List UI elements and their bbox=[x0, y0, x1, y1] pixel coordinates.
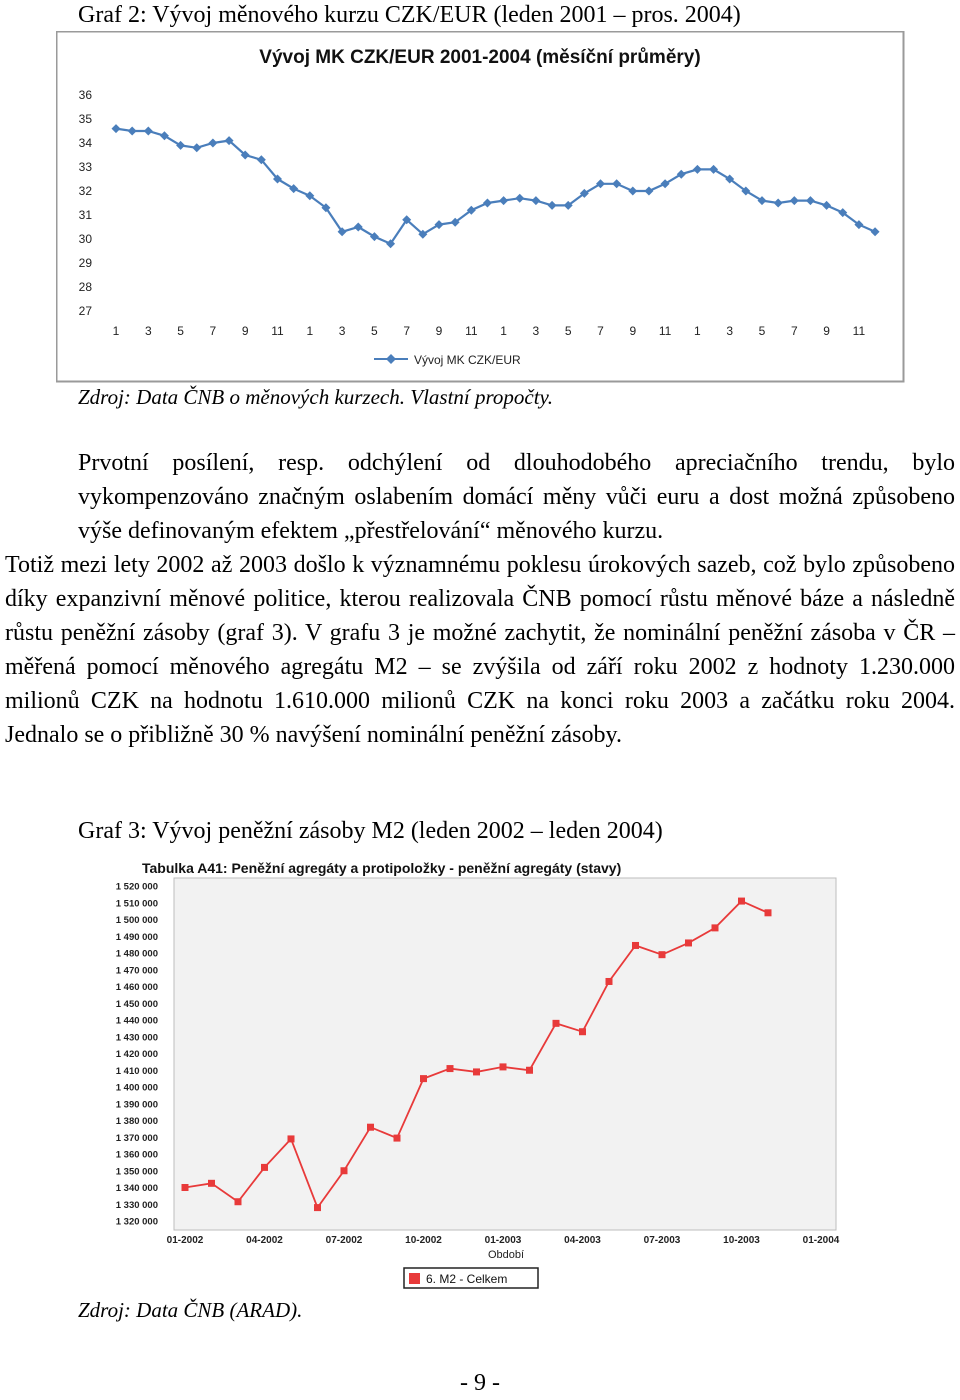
y-tick-label: 1 360 000 bbox=[115, 1149, 158, 1161]
x-tick-label: 7 bbox=[597, 324, 604, 338]
x-tick-label: 3 bbox=[338, 324, 346, 338]
x-tick-label: 04-2002 bbox=[246, 1235, 283, 1246]
x-tick-label: 5 bbox=[177, 324, 184, 338]
chart-title: Tabulka A41: Peněžní agregáty a protipoložky - peněžní agregáty (stavy) bbox=[142, 860, 622, 876]
y-tick-label: 1 500 000 bbox=[115, 915, 158, 926]
data-point bbox=[738, 898, 745, 905]
data-point bbox=[394, 1135, 401, 1142]
data-point bbox=[632, 942, 639, 949]
y-tick-label: 36 bbox=[78, 88, 92, 102]
svg-text:6. M2 - Celkem: 6. M2 - Celkem bbox=[426, 1272, 508, 1286]
page-number: - 9 - bbox=[460, 1370, 500, 1396]
data-point bbox=[526, 1067, 533, 1074]
y-tick-label: 31 bbox=[78, 208, 92, 222]
data-point bbox=[447, 1065, 454, 1072]
x-tick-label: 5 bbox=[564, 324, 572, 338]
y-tick-label: 1 470 000 bbox=[115, 965, 158, 977]
x-tick-label: 1 bbox=[694, 324, 701, 338]
y-tick-label: 27 bbox=[78, 304, 92, 318]
paragraph-1: Prvotní posílení, resp. odchýlení od dlouhodobého apreciačního trendu, bylo vykompenzováno značným oslabením domácí měny vůči euru a dost možná způsobeno výše definovaným efektem „přestřelování“ měnového kurzu. bbox=[78, 450, 955, 544]
y-tick-label: 35 bbox=[78, 112, 92, 126]
y-tick-label: 1 510 000 bbox=[115, 898, 158, 910]
x-tick-label: 9 bbox=[435, 324, 443, 338]
y-tick-label: 29 bbox=[78, 256, 92, 270]
y-tick-label: 1 430 000 bbox=[115, 1032, 158, 1044]
data-point bbox=[473, 1068, 480, 1075]
exchange-rate-chart bbox=[56, 31, 905, 383]
body-text bbox=[5, 446, 955, 752]
x-tick-label: 07-2003 bbox=[643, 1235, 681, 1246]
x-tick-label: 9 bbox=[823, 324, 830, 338]
x-tick-label: 10-2003 bbox=[723, 1235, 760, 1246]
y-tick-label: 30 bbox=[78, 232, 92, 246]
y-tick-label: 1 400 000 bbox=[115, 1082, 158, 1094]
chart-legend bbox=[404, 1268, 538, 1288]
x-tick-label: 1 bbox=[112, 324, 120, 338]
y-tick-label: 1 330 000 bbox=[115, 1199, 158, 1211]
graf3-source: Zdroj: Data ČNB (ARAD). bbox=[78, 1298, 303, 1322]
data-point bbox=[182, 1184, 189, 1191]
y-tick-label: 1 370 000 bbox=[115, 1132, 158, 1144]
x-tick-label: 3 bbox=[726, 324, 734, 338]
y-tick-label: 1 410 000 bbox=[115, 1065, 158, 1077]
y-tick-label: 32 bbox=[78, 184, 92, 198]
data-point bbox=[314, 1204, 321, 1211]
data-point bbox=[579, 1028, 586, 1035]
y-tick-label: 1 420 000 bbox=[115, 1049, 158, 1060]
x-tick-label: 11 bbox=[465, 324, 478, 338]
data-point bbox=[553, 1020, 560, 1027]
x-tick-label: 11 bbox=[271, 324, 284, 338]
money-supply-chart bbox=[90, 856, 860, 1296]
y-tick-label: 1 450 000 bbox=[115, 998, 158, 1010]
x-tick-label: 04-2003 bbox=[564, 1235, 601, 1246]
data-point bbox=[765, 909, 772, 916]
graf3-caption: Graf 3: Vývoj peněžní zásoby M2 (leden 2002 – leden 2004) bbox=[78, 818, 663, 844]
data-point bbox=[367, 1124, 374, 1131]
x-tick-label: 07-2002 bbox=[325, 1235, 363, 1246]
paragraph-2: Totiž mezi lety 2002 až 2003 došlo k významnému poklesu úrokových sazeb, což bylo způsobeno díky expanzivní měnové politice, kterou realizovala ČNB pomocí růstu měnové báze a následně růstu peněžní zásoby (graf 3). V grafu 3 je možné zachytit, že nominální peněžní zásoba v ČR – měřená pomocí měnového agregátu M2 – se zvýšila od září roku 2002 z hodnoty 1.230.000 milionů CZK na hodnotu 1.610.000 milionů CZK na konci roku 2003 a začátku roku 2004. Jednalo se o přibližně 30 % navýšení nominální peněžní zásoby. bbox=[5, 552, 955, 748]
x-tick-label: 01-2002 bbox=[166, 1235, 204, 1246]
x-tick-label: 9 bbox=[629, 324, 637, 338]
y-tick-label: 1 320 000 bbox=[115, 1216, 158, 1228]
x-tick-label: 1 bbox=[306, 324, 314, 338]
data-point bbox=[341, 1167, 348, 1174]
x-tick-label: 7 bbox=[403, 324, 411, 338]
y-tick-label: 1 340 000 bbox=[115, 1183, 158, 1194]
data-point bbox=[420, 1075, 427, 1082]
data-point bbox=[235, 1198, 242, 1205]
x-tick-label: 5 bbox=[758, 324, 766, 338]
y-tick-label: 33 bbox=[78, 160, 92, 174]
y-tick-label: 28 bbox=[78, 280, 92, 294]
x-tick-label: 01-2004 bbox=[802, 1235, 840, 1246]
y-tick-label: 1 440 000 bbox=[115, 1015, 158, 1027]
y-tick-label: 1 380 000 bbox=[115, 1116, 158, 1127]
x-tick-label: 01-2003 bbox=[484, 1235, 522, 1246]
data-point bbox=[685, 939, 692, 946]
data-point bbox=[208, 1180, 215, 1187]
x-tick-label: 7 bbox=[209, 324, 217, 338]
y-tick-label: 34 bbox=[78, 136, 92, 150]
x-axis-label: Období bbox=[487, 1249, 525, 1261]
x-tick-label: 3 bbox=[144, 324, 152, 338]
x-tick-label: 9 bbox=[241, 324, 249, 338]
chart-title: Vývoj MK CZK/EUR 2001-2004 (měsíční průměry) bbox=[259, 47, 701, 68]
x-tick-label: 10-2002 bbox=[405, 1235, 442, 1246]
svg-text:Vývoj MK CZK/EUR: Vývoj MK CZK/EUR bbox=[414, 353, 521, 367]
y-tick-label: 1 480 000 bbox=[115, 948, 158, 960]
x-tick-label: 3 bbox=[532, 324, 540, 338]
x-tick-label: 7 bbox=[790, 324, 798, 338]
y-tick-label: 1 490 000 bbox=[115, 931, 158, 943]
data-point bbox=[261, 1164, 268, 1171]
x-tick-label: 11 bbox=[852, 324, 866, 338]
data-point bbox=[712, 924, 719, 931]
x-tick-label: 5 bbox=[371, 324, 378, 338]
y-tick-label: 1 350 000 bbox=[115, 1166, 158, 1178]
graf2-caption: Graf 2: Vývoj měnového kurzu CZK/EUR (leden 2001 – pros. 2004) bbox=[78, 2, 741, 28]
y-tick-label: 1 520 000 bbox=[115, 881, 158, 893]
x-tick-label: 11 bbox=[658, 324, 672, 338]
data-point bbox=[500, 1063, 507, 1070]
data-point bbox=[288, 1135, 295, 1142]
data-point bbox=[606, 978, 613, 985]
graf2-source: Zdroj: Data ČNB o měnových kurzech. Vlastní propočty. bbox=[78, 385, 553, 409]
data-point bbox=[659, 951, 666, 958]
x-tick-label: 1 bbox=[500, 324, 507, 338]
y-tick-label: 1 390 000 bbox=[115, 1099, 158, 1111]
y-tick-label: 1 460 000 bbox=[115, 982, 158, 993]
